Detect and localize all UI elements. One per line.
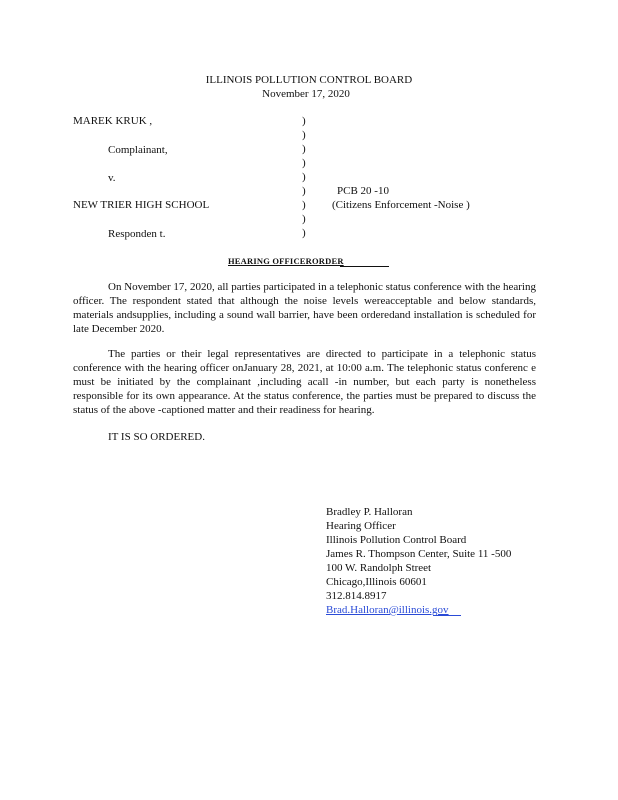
signer-title: Hearing Officer — [326, 520, 396, 532]
signer-name: Bradley P. Halloran — [326, 506, 413, 518]
respondent-name: NEW TRIER HIGH SCHOOL — [73, 199, 210, 211]
caption-parentheses — [302, 114, 306, 240]
closing-statement: IT IS SO ORDERED. — [108, 431, 205, 443]
caption-paren: ) — [302, 129, 306, 141]
board-name: ILLINOIS POLLUTION CONTROL BOARD — [205, 74, 413, 86]
title-underline — [340, 266, 389, 267]
complainant-name: MAREK KRUK , — [73, 115, 153, 127]
email-underline — [433, 615, 461, 616]
case-number: PCB 20 -10 — [337, 185, 389, 197]
signer-address-street: 100 W. Randolph Street — [326, 562, 432, 574]
respondent-label: Responden t. — [108, 228, 166, 240]
signer-email-link[interactable]: Brad.Halloran@illinois.gov — [326, 604, 449, 616]
order-title: HEARING OFFICERORDER — [228, 256, 344, 266]
paragraph-directive: The parties or their legal representatives are directed to participate in a telephonic status conference with the hearing officer onJanuary 28, 2021, at 10:00 a.m. The telephonic status conferenc e must be initiated by the complainant ,including acall -in number, but each party is nonetheless responsible for its own appearance. At the status conference, the parties must be prepared to discuss the status of the above -captioned matter and their readiness for hearing. — [73, 348, 536, 416]
case-type: (Citizens Enforcement -Noise ) — [332, 199, 470, 211]
caption-paren: ) — [302, 157, 306, 169]
caption-paren: ) — [302, 143, 306, 155]
caption-paren: ) — [302, 185, 306, 197]
signature-block — [326, 505, 511, 617]
paragraph-status-conference: On November 17, 2020, all parties participated in a telephonic status conference with the hearing officer. The respondent stated that although the noise levels wereacceptable and below standards, materials andsupplies, including a sound wall barrier, have been orderedand installation is scheduled for late December 2020. — [73, 281, 536, 335]
complainant-label: Complainant, — [108, 144, 168, 156]
caption-paren: ) — [302, 213, 306, 225]
versus-label: v. — [108, 172, 116, 184]
signer-address-building: James R. Thompson Center, Suite 11 -500 — [326, 548, 512, 560]
signer-organization: Illinois Pollution Control Board — [326, 534, 467, 546]
caption-paren: ) — [302, 115, 306, 127]
signer-address-city: Chicago,Illinois 60601 — [326, 576, 427, 588]
document-date: November 17, 2020 — [262, 88, 350, 100]
caption-paren: ) — [302, 227, 306, 239]
caption-paren: ) — [302, 199, 306, 211]
caption-paren: ) — [302, 171, 306, 183]
signer-phone: 312.814.8917 — [326, 590, 387, 602]
